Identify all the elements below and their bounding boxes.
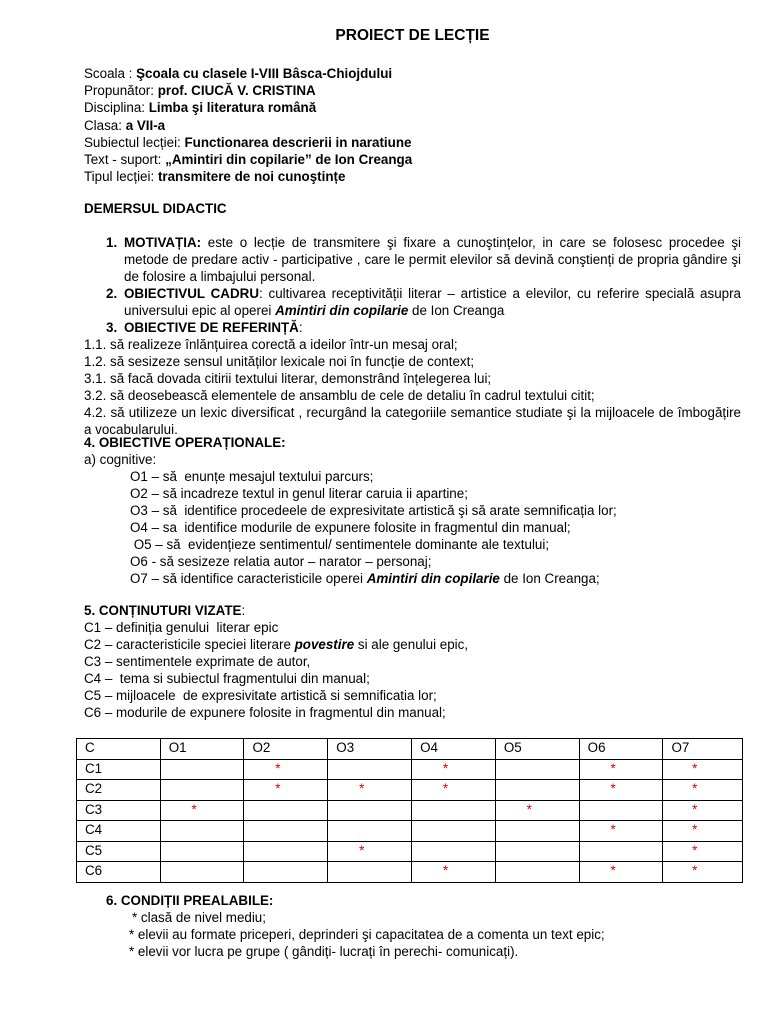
section-heading: OBIECTIVE DE REFERINȚĂ — [124, 320, 299, 335]
table-header-cell: O5 — [495, 739, 579, 760]
section-number: 1. — [106, 235, 118, 250]
lesson-info — [84, 65, 741, 185]
referinta-list — [84, 336, 741, 438]
section-text: este o lecție de transmitere şi fixare a cunoştințelor, in care se folosesc procedee şi metode de predare activ - participative , care le permit elevilor să devină conştienți de propria gândire şi de folosire a limbajului personal. — [124, 235, 741, 284]
table-header-cell: O1 — [160, 739, 244, 760]
matrix-cell — [579, 821, 663, 842]
matrix-cell — [579, 800, 663, 821]
section-obiective-operationale — [84, 434, 741, 587]
matrix-cell — [412, 862, 496, 883]
list-item: * clasă de nivel mediu; — [132, 910, 266, 925]
info-value: prof. CIUCĂ V. CRISTINA — [157, 83, 316, 99]
info-label: Scoala : — [84, 66, 137, 81]
marker-asterisk: * — [359, 842, 365, 858]
section-heading-row — [84, 602, 741, 619]
colon: : — [298, 320, 303, 335]
section-obiective-referinta — [84, 319, 741, 336]
matrix-cell — [160, 759, 244, 780]
list-item: O1 – să enunțe mesajul textului parcurs; — [130, 469, 374, 484]
matrix-cell — [495, 821, 579, 842]
table-header-cell: C — [77, 739, 161, 760]
matrix-cell — [244, 862, 328, 883]
section-continuturi — [84, 602, 741, 721]
matrix-cell — [412, 759, 496, 780]
marker-asterisk: * — [359, 781, 365, 796]
matrix-cell — [160, 780, 244, 801]
list-item: C1 – definiția genului literar epic — [84, 620, 279, 635]
matrix-cell — [579, 841, 663, 862]
list-item: * elevii vor lucra pe grupe ( gândiți- lucrați în perechi- comunicați). — [129, 944, 519, 959]
info-text-suport — [84, 151, 741, 168]
list-item: O2 – să incadreze textul in genul literar caruia ii apartine; — [130, 486, 468, 501]
info-label: Text - suport: — [84, 151, 166, 167]
info-value: „Amintiri din copilarie” de Ion Creanga — [165, 151, 413, 167]
matrix-cell — [160, 821, 244, 842]
work-title: Amintiri din copilarie — [366, 571, 500, 586]
table-header-cell: O7 — [663, 739, 743, 760]
info-value: a VII-a — [125, 117, 166, 133]
info-propunator — [84, 82, 741, 99]
marker-asterisk: * — [275, 781, 281, 796]
matrix-cell — [663, 841, 743, 862]
list-item: 3.2. să deosebească elementele de ansamblu de cele de detaliu în cadrul textului citit; — [84, 388, 595, 403]
matrix-cell — [244, 841, 328, 862]
marker-asterisk: * — [526, 801, 532, 817]
matrix-cell — [663, 821, 743, 842]
matrix-cell — [663, 759, 743, 780]
list-item: O4 – sa identifice modurile de expunere folosite in fragmentul din manual; — [130, 520, 571, 535]
demers-title: DEMERSUL DIDACTIC — [84, 201, 227, 216]
table-row — [77, 800, 743, 821]
marker-asterisk: * — [692, 781, 698, 796]
matrix-cell — [328, 759, 412, 780]
info-label: Subiectul lecției: — [84, 134, 185, 150]
list-item: 3.1. să facă dovada citirii textului literar, demonstrând înțelegerea lui; — [84, 371, 492, 386]
page-title: PROIECT DE LECȚIE — [335, 27, 490, 44]
matrix-cell — [160, 800, 244, 821]
section-heading: OBIECTIVUL CADRU — [124, 286, 259, 301]
marker-asterisk: * — [610, 863, 616, 878]
matrix-cell — [160, 862, 244, 883]
matrix-cell — [328, 800, 412, 821]
matrix-cell — [495, 841, 579, 862]
matrix-cell — [412, 780, 496, 801]
info-label: Clasa: — [84, 117, 126, 133]
list-item: C5 – mijloacele de expresivitate artistică si semnificatia lor; — [84, 688, 437, 703]
list-item: O3 – să identifice procedeele de expresivitate artistică şi să arate semnificația lor; — [130, 503, 617, 518]
table-row — [77, 841, 743, 862]
marker-asterisk: * — [610, 760, 616, 776]
info-value: Functionarea descrierii in naratiune — [184, 134, 412, 150]
marker-asterisk: * — [692, 842, 698, 858]
table-row — [77, 821, 743, 842]
colon: : — [241, 603, 246, 618]
item-text: de Ion Creanga; — [499, 571, 600, 586]
matrix-cell — [579, 759, 663, 780]
item-text: C2 – caracteristicile speciei literare — [84, 637, 295, 652]
matrix-cell — [328, 862, 412, 883]
matrix-cell — [663, 780, 743, 801]
section-motivatia — [84, 234, 741, 285]
item-text: si ale genului epic, — [354, 637, 469, 652]
matrix-cell — [244, 780, 328, 801]
section-conditii — [84, 892, 741, 960]
matrix-cell — [495, 800, 579, 821]
table-header-row — [77, 739, 743, 760]
matrix-cell — [328, 821, 412, 842]
matrix-cell — [495, 780, 579, 801]
info-subiect — [84, 134, 741, 151]
info-label: Disciplina: — [84, 100, 149, 116]
matrix-cell — [579, 862, 663, 883]
matrix-cell — [579, 780, 663, 801]
section-heading: 4. OBIECTIVE OPERAȚIONALE: — [84, 435, 286, 450]
list-item: C4 – tema si subiectul fragmentului din manual; — [84, 671, 370, 686]
row-label-cell: C3 — [77, 800, 161, 821]
list-item: O6 - să sesizeze relatia autor – narator – personaj; — [130, 554, 432, 569]
list-item: 1.2. să sesizeze sensul unităților lexicale noi în funcție de context; — [84, 354, 475, 369]
marker-asterisk: * — [191, 801, 197, 817]
table-header-cell: O4 — [412, 739, 496, 760]
section-number: 2. — [106, 286, 118, 301]
info-tip-lectie — [84, 168, 741, 185]
table-row — [77, 862, 743, 883]
matrix-cell — [328, 780, 412, 801]
subheading: a) cognitive: — [84, 452, 157, 467]
list-item — [84, 570, 741, 587]
section-heading: MOTIVAȚIA: — [124, 235, 202, 250]
marker-asterisk: * — [692, 760, 698, 776]
matrix-cell — [663, 800, 743, 821]
table-row — [77, 759, 743, 780]
list-item: * elevii au formate priceperi, deprinderi şi capacitatea de a comenta un text epic; — [129, 927, 605, 942]
section-heading: 6. CONDIȚII PREALABILE: — [106, 893, 274, 908]
info-value: Limba şi literatura română — [148, 100, 317, 116]
info-label: Tipul lecției: — [84, 169, 158, 185]
objectives-content-matrix — [76, 738, 743, 883]
row-label-cell: C6 — [77, 862, 161, 883]
matrix-cell — [244, 821, 328, 842]
info-label: Propunător: — [84, 83, 158, 99]
marker-asterisk: * — [442, 781, 449, 796]
matrix-cell — [412, 821, 496, 842]
matrix-cell — [412, 841, 496, 862]
matrix-cell — [412, 800, 496, 821]
marker-asterisk: * — [442, 863, 449, 878]
marker-asterisk: * — [692, 801, 698, 817]
item-text: O7 – să identifice caracteristicile operei — [130, 571, 367, 586]
matrix-cell — [495, 862, 579, 883]
list-item: 1.1. să realizeze înlănțuirea corectă a ideilor într-un mesaj oral; — [84, 337, 458, 352]
row-label-cell: C5 — [77, 841, 161, 862]
work-title: povestire — [294, 637, 355, 652]
matrix-cell — [244, 759, 328, 780]
row-label-cell: C1 — [77, 759, 161, 780]
info-disciplina — [84, 99, 741, 116]
table-header-cell: O6 — [579, 739, 663, 760]
marker-asterisk: * — [610, 781, 616, 796]
row-label-cell: C4 — [77, 821, 161, 842]
matrix-cell — [663, 862, 743, 883]
marker-asterisk: * — [442, 760, 449, 776]
table-header-cell: O2 — [244, 739, 328, 760]
list-item — [84, 636, 741, 653]
info-clasa — [84, 117, 741, 134]
matrix-cell — [160, 841, 244, 862]
list-item: O5 – să evidențieze sentimentul/ sentimentele dominante ale textului; — [130, 537, 550, 552]
info-value: transmitere de noi cunoştințe — [157, 169, 346, 185]
marker-asterisk: * — [692, 863, 698, 878]
section-text: : cultivarea receptivității literar – artistice a elevilor, cu referire specială asupra universului epic al operei — [124, 286, 741, 318]
info-value: Şcoala cu clasele I-VIII Bâsca-Chiojdului — [136, 66, 393, 81]
list-item: 4.2. să utilizeze un lexic diversificat , recurgând la categoriile semantice studiate şi la mijloacele de îmbogățire a vocabularului. — [84, 405, 741, 437]
list-item: C3 – sentimentele exprimate de autor, — [84, 654, 311, 669]
section-text: de Ion Creanga — [408, 303, 505, 318]
matrix-cell — [244, 800, 328, 821]
marker-asterisk: * — [275, 760, 281, 776]
section-obiectivul-cadru — [84, 285, 741, 319]
row-label-cell: C2 — [77, 780, 161, 801]
marker-asterisk: * — [610, 822, 616, 837]
work-title: Amintiri din copilarie — [275, 303, 409, 318]
marker-asterisk: * — [692, 822, 698, 837]
section-heading: 5. CONȚINUTURI VIZATE — [84, 603, 242, 618]
list-item: C6 – modurile de expunere folosite in fragmentul din manual; — [84, 705, 446, 720]
matrix-cell — [328, 841, 412, 862]
info-scoala — [84, 65, 741, 82]
matrix-cell — [495, 759, 579, 780]
table-header-cell: O3 — [328, 739, 412, 760]
section-number: 3. — [106, 320, 118, 335]
table-row — [77, 780, 743, 801]
